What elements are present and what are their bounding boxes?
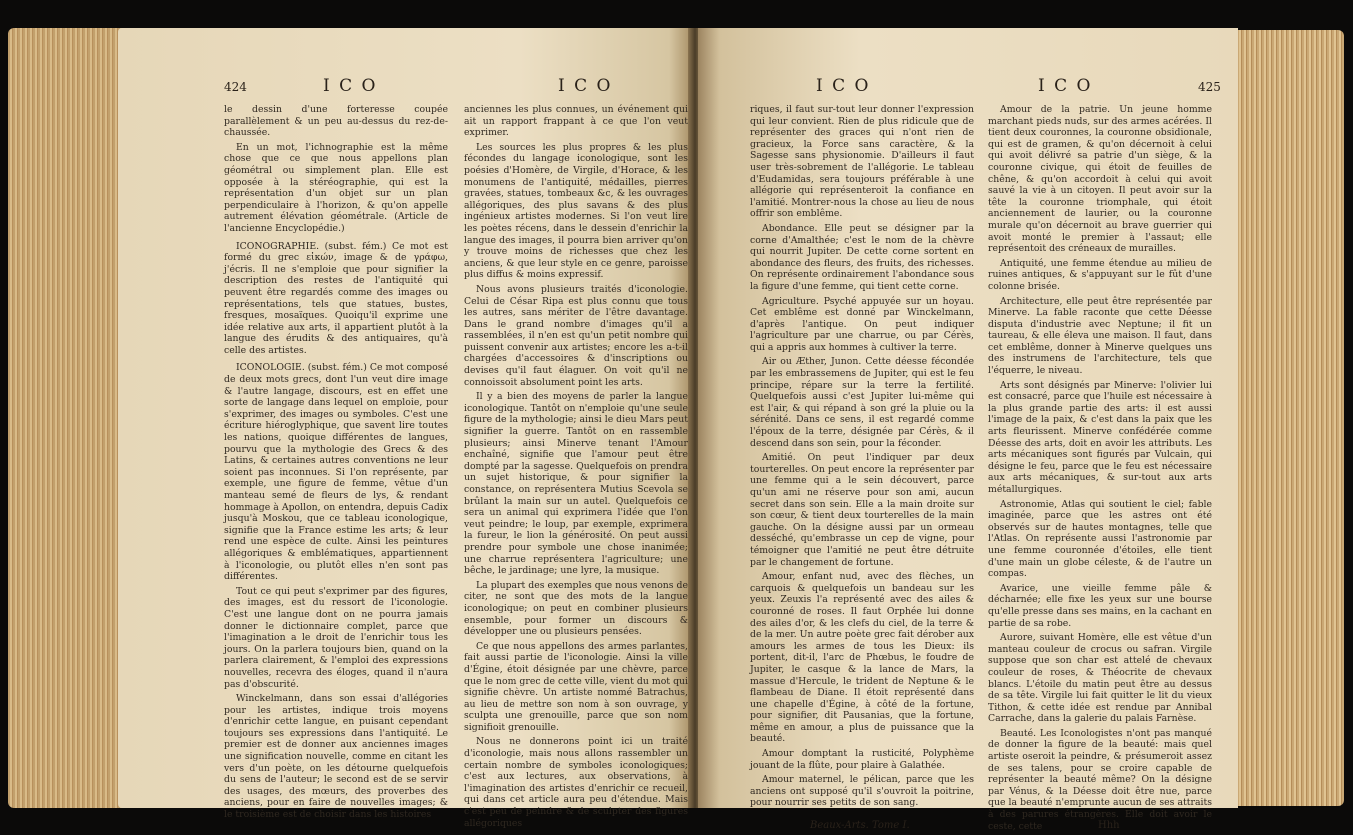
right-page — [698, 28, 1238, 832]
paragraph: le dessin d'une forteresse coupée parallèlement & un peu au-dessus du rez-de-chaussée. — [224, 104, 448, 139]
left-page-column-2 — [464, 104, 688, 832]
paragraph: Tout ce qui peut s'exprimer par des figures, des images, est du ressort de l'iconologie. C'est une langue dont on ne pourra jamais donner le dictionnaire complet, parce que l'imagination a le droit de l'enrichir tous les jours. On la parlera toujours bien, quand on la parlera clairement, & l'emploi des expressions nouvelles, recevra des éloges, quand il n'aura pas d'obscurité. — [224, 585, 448, 690]
entry-air: Air ou Æther, Junon. Cette déesse fécondée par les embrassemens de Jupiter, qui est le feu principe, répare sur la terre la fertilité. Quelquefois aussi c'est Jupiter lui-même qui est l'air, & qui répand à son gré la pluie ou la sérénité. Dans ce sens, il est regardé comme l'époux de la terre, désignée par Cérès, & il descend dans son sein, pour la féconder. — [750, 356, 974, 449]
paragraph: Nous avons plusieurs traités d'iconologie. Celui de César Ripa est plus connu que tous les autres, sans mériter de l'être davantage. Dans le grand nombre d'images qu'il a rassemblées, il n'en est qu'un petit nombre qui puissent convenir aux artistes; encore les a-t-il chargées d'accessoires & d'inscriptions ou devises qu'il faut élaguer. On voit qu'il ne connoissoit absolument point les arts. — [464, 283, 688, 388]
entry-antiquite: Antiquité, une femme étendue au milieu de ruines antiques, & s'appuyant sur le fût d'une colonne brisée. — [988, 257, 1212, 292]
running-head-right-col1: I C O — [816, 76, 871, 96]
right-page-edges — [1232, 30, 1344, 806]
right-page-column-2 — [988, 104, 1212, 835]
entry-amour-patrie: Amour de la patrie. Un jeune homme marchant pieds nuds, sur des armes acérées. Il tient deux couronnes, la couronne obsidionale, qui est de gramen, & qu'on décernoit à celui qui avoit délivré sa patrie d'un siège, & la couronne civique, qui étoit de feuilles de chêne, & qu'on accordoit à celui qui avoit sauvé la vie à un citoyen. Il peut avoir sur la tête la couronne triomphale, qui étoit anciennement de laurier, ou la couronne murale qu'on décernoit au brave guerrier qui avoit monté le premier à l'assaut; elle représentoit des créneaux de murailles. — [988, 104, 1212, 255]
entry-amour-rusticite: Amour domptant la rusticité, Polyphème jouant de la flûte, pour plaire à Galathée. — [750, 748, 974, 771]
paragraph: Nous ne donnerons point ici un traité d'iconologie, mais nous allons rassembler un certain nombre de symboles iconologiques; c'est aux lectures, aux observations, à l'imagination des artistes d'enrichir ce recueil, qui dans cet article aura peu d'étendue. Mais c'est peu de peindre & de sculpter des figures allégoriques — [464, 736, 688, 829]
entry-amour: Amour, enfant nud, avec des flèches, un carquois & quelquefois un bandeau sur les yeux. Zeuxis l'a représenté avec des ailes & couronné de roses. Il faut Orphée lui donne des ailes d'or, & les clefs du ciel, de la terre & de la mer. Un autre poète grec fait dérober aux amours les armes de tous les Dieux: ils portent, dit-il, l'arc de Phœbus, le foudre de Jupiter, le casque & la lance de Mars, la massue d'Hercule, le trident de Neptune & le flambeau de Diane. Il étoit représenté dans une chapelle d'Égine, à côté de la fortune, pour signifier, dit Pausanias, que la fortune, même en amour, a plus de puissance que la beauté. — [750, 571, 974, 745]
paragraph: Les sources les plus propres & les plus fécondes du langage iconologique, sont les poésies d'Homère, de Virgile, d'Horace, & les monumens de l'antiquité, médailles, pierres gravées, statues, tombeaux &c, & les ouvrages allégoriques, des plus savans & des plus ingénieux artistes modernes. Si l'on veut lire les poètes récens, dans le dessein d'enrichir la langue des images, il pourra bien arriver qu'on y trouve moins de richesses que chez les anciens, & que leur style en ce genre, paroisse plus diffus & moins expressif. — [464, 141, 688, 281]
left-page-edges — [8, 28, 126, 808]
paragraph: Ce que nous appellons des armes parlantes, fait aussi partie de l'iconologie. Ainsi la ville d'Égine, étoit désignée par une chèvre, parce que le nom grec de cette ville, vient du mot qui signifie chèvre. Un artiste nommé Batrachus, au lieu de mettre son nom à son ouvrage, y sculpta une grenouille, parce que son nom signifioit grenouille. — [464, 640, 688, 733]
paragraph: En un mot, l'ichnographie est la même chose que ce que nous appellons plan géométral ou simplement plan. Elle est opposée à la stéréographie, qui est la représentation d'un objet sur un plan perpendiculaire à l'horizon, & qu'on appelle autrement élévation géométrale. (Article de l'ancienne Encyclopédie.) — [224, 141, 448, 234]
paragraph: La plupart des exemples que nous venons de citer, ne sont que des mots de la langue iconologique; on peut en combiner plusieurs ensemble, pour former un discours & développer une ou plusieurs pensées. — [464, 579, 688, 638]
paragraph: anciennes les plus connues, un événement qui ait un rapport frappant à ce que l'on veut exprimer. — [464, 104, 688, 139]
signature-mark: Hhh — [1098, 820, 1120, 831]
running-head-right-col2: I C O — [1038, 76, 1093, 96]
entry-iconographie: ICONOGRAPHIE. (subst. fém.) Ce mot est formé du grec εἰκών, image & de γράφω, j'écris. Il ne s'emploie que pour signifier la description des restes de l'antiquité qui peuvent être regardés comme des images ou représentations, tels que statues, bustes, fresques, mosaïques. Quoiqu'il exprime une idée relative aux arts, il appartient plutôt à la langue des érudits & des antiquaires, qu'à celle des artistes. — [224, 240, 448, 356]
running-head-left-col2: I C O — [558, 76, 613, 96]
entry-avarice: Avarice, une vieille femme pâle & décharnée; elle fixe les yeux sur une bourse qu'elle presse dans ses mains, en la cachant en partie de sa robe. — [988, 582, 1212, 629]
entry-architecture: Architecture, elle peut être représentée par Minerve. La fable raconte que cette Déesse disputa d'industrie avec Neptune; il fit un taureau, & elle éleva une maison. Il faut, dans cet emblême, donner à Minerve quelques uns des instrumens de l'architecture, tels que l'équerre, le niveau. — [988, 295, 1212, 377]
entry-arts: Arts sont désignés par Minerve: l'olivier lui est consacré, parce que l'huile est nécessaire à la plus grande partie des arts: il est aussi l'image de la paix, & c'est dans la paix que les arts fleurissent. Minerve confédérée comme Déesse des arts, doit en avoir les attributs. Les arts mécaniques sont figurés par Vulcain, qui désigne le feu, parce que le feu est nécessaire aux arts mécaniques, & sur-tout aux arts métallurgiques. — [988, 379, 1212, 495]
entry-astronomie: Astronomie, Atlas qui soutient le ciel; fable imaginée, parce que les astres ont été observés sur de hautes montagnes, telle que l'Atlas. On représente aussi l'astronomie par une femme couronnée d'étoiles, elle tient d'une main un globe céleste, & de l'autre un compas. — [988, 498, 1212, 580]
entry-aurore: Aurore, suivant Homère, elle est vêtue d'un manteau couleur de crocus ou safran. Virgile suppose que son char est attelé de chevaux couleur de roses, & Théocrite de chevaux blancs. L'étoile du matin peut être au dessus de sa tête. Virgile lui fait quitter le lit du vieux Tithon, & cette idée est rendue par Annibal Carrache, dans la galerie du palais Farnèse. — [988, 632, 1212, 725]
entry-agriculture: Agriculture. Psyché appuyée sur un hoyau. Cet emblême est donné par Winckelmann, d'après l'antique. On peut indiquer l'agriculture par une charrue, ou par Cérès, qui a appris aux hommes à cultiver la terre. — [750, 295, 974, 353]
left-page — [118, 28, 692, 829]
running-head-left-col1: I C O — [323, 76, 378, 96]
entry-beaute: Beauté. Les Iconologistes n'ont pas manqué de donner la figure de la beauté: mais quel artiste oseroit la peindre, & présumeroit assez de ses talens, pour se croire capable de représenter la beauté même? On la désigne par Vénus, & la Déesse doit être nue, parce que la beauté n'emprunte aucun de ses attraits à des parures étrangères. Elle doit avoir le ceste, cette — [988, 727, 1212, 832]
paragraph: riques, il faut sur-tout leur donner l'expression qui leur convient. Rien de plus ridicule que de représenter des graces qui n'ont rien de gracieux, la Force sans caractère, & la Sagesse sans physionomie. D'ailleurs il faut user très-sobrement de l'allégorie. Le tableau d'Eudamidas, sera toujours préférable à une allégorie qui représenteroit la confiance en l'amitié. Montrer-nous la chose au lieu de nous offrir son emblême. — [750, 104, 974, 220]
entry-iconologie: ICONOLOGIE. (subst. fém.) Ce mot composé de deux mots grecs, dont l'un veut dire image & l'autre langage, discours, est en effet une sorte de langage dans lequel on emploie, pour s'exprimer, des images ou symboles. C'est une écriture hiéroglyphique, que savent lire toutes les nations, quoique différentes de langues, pourvu que la mythologie des Grecs & des Latins, & certaines autres conventions ne leur soient pas inconnues. Si l'on représente, par exemple, une figure de femme, vêtue d'un manteau semé de fleurs de lys, & rendant hommage à Apollon, on entendra, depuis Cadix jusqu'à Moskou, que ce tableau iconologique, signifie que la France estime les arts; & leur rend une espèce de culte. Ainsi les peintures allégoriques & emblématiques, appartiennent à l'iconologie, ou plutôt elles n'en sont pas différentes. — [224, 362, 448, 583]
page-number-left: 424 — [224, 80, 247, 94]
paragraph: Winckelmann, dans son essai d'allégories pour les artistes, indique trois moyens d'enrichir cette langue, en puisant cependant toujours ses expressions dans l'antiquité. Le premier est de donner aux anciennes images une signification nouvelle, comme en citant les vers d'un poète, on les détourne quelquefois du sens de l'auteur; le second est de se servir des usages, des mœurs, des proverbes des anciens, pour en faire de nouvelles images; & le troisième est de choisir dans les histoires — [224, 693, 448, 821]
signature-line: Beaux-Arts. Tome I. — [810, 820, 910, 831]
entry-amour-maternel: Amour maternel, le pélican, parce que les anciens ont supposé qu'il s'ouvroit la poitrine, pour nourrir ses petits de son sang. — [750, 774, 974, 809]
page-number-right: 425 — [1198, 80, 1221, 94]
right-page-column-1 — [750, 104, 974, 812]
entry-abondance: Abondance. Elle peut se désigner par la corne d'Amalthée; c'est le nom de la chèvre qui nourrit Jupiter. De cette corne sortent en abondance des fleurs, des fruits, des richesses. On représente ordinairement l'abondance sous la figure d'une femme, qui tient cette corne. — [750, 222, 974, 292]
paragraph: Il y a bien des moyens de parler la langue iconologique. Tantôt on n'emploie qu'une seule figure de la mythologie; ainsi le dieu Mars peut signifier la guerre. Tantôt on en rassemble plusieurs; ainsi Minerve tenant l'Amour enchaîné, signifie que l'amour peut être dompté par la sagesse. Quelquefois on prendra un sujet historique, & pour signifier la constance, on représentera Mutius Scevola se brûlant la main sur un autel. Quelquefois ce sera un animal qui exprimera l'idée que l'on veut peindre; le loup, par exemple, exprimera la fureur, le lion la générosité. On peut aussi prendre pour symbole une chose inanimée; une charrue représentera l'agriculture; une bêche, le jardinage; une lyre, la musique. — [464, 391, 688, 577]
entry-amitie: Amitié. On peut l'indiquer par deux tourterelles. On peut encore la représenter par une femme qui a le sein découvert, parce qu'un ami ne réserve pour son ami, aucun secret dans son sein. Elle a la main droite sur son cœur, & tient deux tourterelles de la main gauche. On la désigne aussi par un ormeau desséché, qu'embrasse un cep de vigne, pour témoigner que l'amitié ne peut être détruite par le changement de fortune. — [750, 452, 974, 568]
left-page-column-1 — [224, 104, 448, 824]
